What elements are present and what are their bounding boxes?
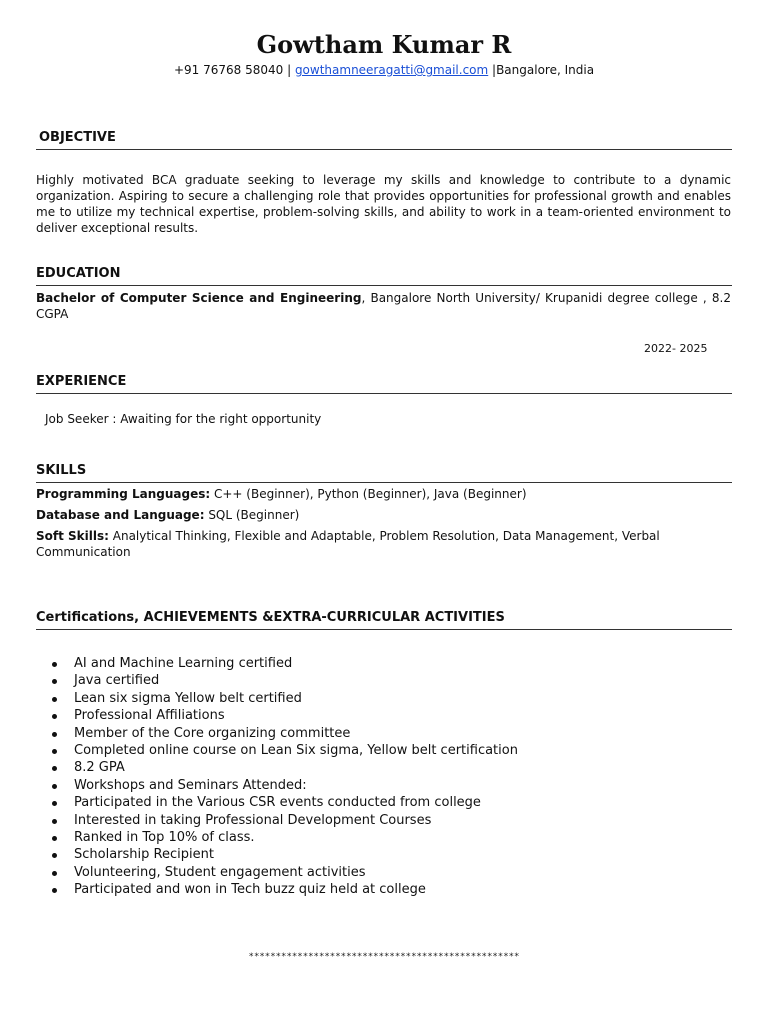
programming-skills: [36, 486, 527, 502]
soft-skills-value: Analytical Thinking, Flexible and Adaptable, Problem Resolution, Data Management, Verbal Communication: [36, 529, 660, 559]
soft-skills: [36, 528, 731, 560]
list-item: Volunteering, Student engagement activities: [48, 864, 518, 881]
database-value: SQL (Beginner): [204, 508, 300, 522]
list-item: 8.2 GPA: [48, 759, 518, 776]
separator: |: [283, 63, 295, 77]
programming-value: C++ (Beginner), Python (Beginner), Java (Beginner): [210, 487, 527, 501]
list-item: Java certified: [48, 672, 518, 689]
list-item: Professional Affiliations: [48, 707, 518, 724]
separator: |: [488, 63, 497, 77]
degree-name: Bachelor of Computer Science and Engineering: [36, 291, 362, 305]
database-label: Database and Language:: [36, 508, 205, 522]
objective-text: Highly motivated BCA graduate seeking to leverage my skills and knowledge to contribute to a dynamic organization. Aspiring to secure a challenging role that provides opportunities for professional growth and enables me to utilize my technical expertise, problem-solving skills, and ability to work in a team-oriented environment to deliver exceptional results.: [36, 173, 731, 235]
list-item: Completed online course on Lean Six sigma, Yellow belt certification: [48, 742, 518, 759]
footer-divider: **************************************************: [248, 952, 520, 962]
objective-heading: OBJECTIVE: [36, 130, 732, 150]
list-item: Member of the Core organizing committee: [48, 725, 518, 742]
list-item: Participated in the Various CSR events conducted from college: [48, 794, 518, 811]
certifications-heading: Certifications, ACHIEVEMENTS &EXTRA-CURRICULAR ACTIVITIES: [36, 610, 732, 630]
experience-heading: EXPERIENCE: [36, 374, 732, 394]
list-item: Scholarship Recipient: [48, 846, 518, 863]
email-link[interactable]: gowthamneeragatti@gmail.com: [294, 63, 489, 77]
candidate-name: Gowtham Kumar R: [256, 30, 512, 59]
education-heading: EDUCATION: [36, 266, 732, 286]
list-item: Workshops and Seminars Attended:: [48, 777, 518, 794]
contact-line: [0, 63, 768, 77]
certifications-list: [48, 655, 518, 899]
education-entry: [36, 290, 731, 322]
experience-text: Job Seeker : Awaiting for the right opportunity: [45, 412, 322, 426]
list-item: Lean six sigma Yellow belt certified: [48, 690, 518, 707]
list-item: Interested in taking Professional Development Courses: [48, 812, 518, 829]
programming-label: Programming Languages:: [36, 487, 211, 501]
list-item: AI and Machine Learning certified: [48, 655, 518, 672]
soft-skills-label: Soft Skills:: [36, 529, 109, 543]
location: Bangalore, India: [496, 63, 595, 77]
degree-details: , Bangalore North University/ Krupanidi degree college , 8.2 CGPA: [36, 291, 732, 321]
phone-number: +91 76768 58040: [173, 63, 284, 77]
list-item: Ranked in Top 10% of class.: [48, 829, 518, 846]
list-item: Participated and won in Tech buzz quiz held at college: [48, 881, 518, 898]
skills-heading: SKILLS: [36, 463, 732, 483]
database-skills: [36, 507, 299, 523]
education-years: 2022- 2025: [644, 342, 708, 355]
